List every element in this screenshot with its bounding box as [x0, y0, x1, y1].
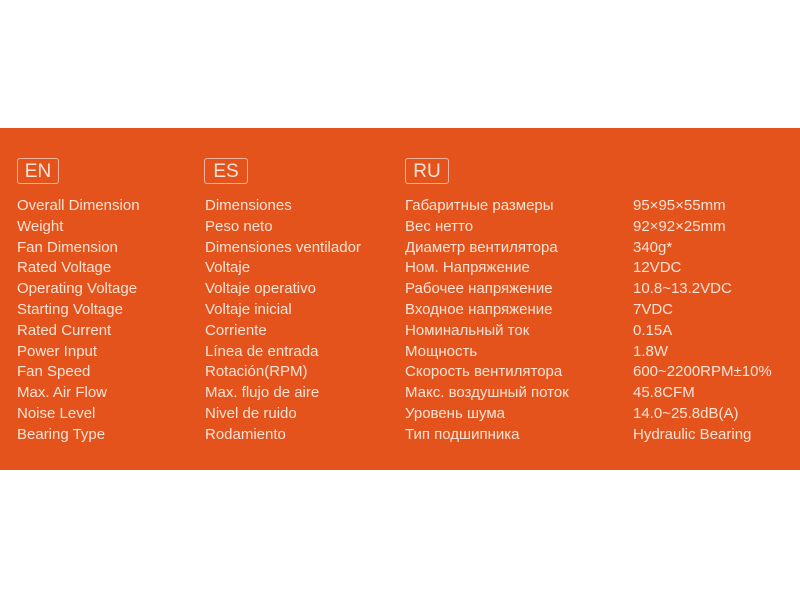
es-label-row: Rodamiento	[205, 425, 286, 443]
ru-label-row: Уровень шума	[405, 404, 505, 422]
value-row: 7VDC	[633, 300, 674, 318]
ru-label-row: Вес нетто	[405, 217, 474, 235]
en-label-column	[17, 196, 140, 446]
es-label-column	[205, 196, 361, 446]
ru-label-row: Входное напряжение	[405, 300, 553, 318]
es-label-row: Voltaje	[205, 259, 251, 277]
es-label-row: Nivel de ruido	[205, 404, 297, 422]
es-label-row: Dimensiones ventilador	[205, 238, 361, 256]
en-label-row: Noise Level	[17, 404, 96, 422]
value-row: 0.15A	[633, 321, 673, 339]
es-label-row: Voltaje operativo	[205, 280, 316, 298]
value-row: 600~2200RPM±10%	[633, 363, 772, 381]
en-label-row: Max. Air Flow	[17, 384, 108, 402]
ru-label-row: Скорость вентилятора	[405, 363, 563, 381]
value-column	[633, 196, 772, 446]
ru-label-row: Макс. воздушный поток	[405, 384, 569, 402]
lang-badge-es: ES	[204, 158, 248, 184]
value-row: 340g*	[633, 238, 673, 256]
ru-label-row: Рабочее напряжение	[405, 280, 553, 298]
ru-label-column	[405, 196, 569, 446]
en-label-row: Fan Dimension	[17, 238, 118, 256]
value-row: 1.8W	[633, 342, 669, 360]
es-label-row: Max. flujo de aire	[205, 384, 320, 402]
ru-label-row: Номинальный ток	[405, 321, 530, 339]
en-label-row: Starting Voltage	[17, 300, 123, 318]
ru-label-row: Габаритные размеры	[405, 197, 554, 214]
ru-label-row: Диаметр вентилятора	[405, 238, 558, 256]
value-row: 14.0~25.8dB(A)	[633, 404, 739, 422]
en-label-row: Bearing Type	[17, 425, 106, 443]
ru-label-row: Тип подшипника	[405, 425, 520, 443]
es-label-row: Corriente	[205, 321, 267, 339]
en-label-row: Power Input	[17, 342, 98, 360]
value-row: Hydraulic Bearing	[633, 425, 752, 443]
es-label-row: Voltaje inicial	[205, 300, 292, 318]
en-label-row: Operating Voltage	[17, 280, 138, 298]
es-label-row: Rotación(RPM)	[205, 363, 308, 381]
ru-label-row: Мощность	[405, 342, 478, 360]
value-row: 10.8~13.2VDC	[633, 280, 732, 298]
en-label-row: Weight	[17, 217, 64, 235]
es-label-row: Peso neto	[205, 217, 273, 235]
spec-panel	[0, 128, 800, 470]
en-label-row: Rated Voltage	[17, 259, 112, 277]
value-row: 95×95×55mm	[633, 197, 726, 214]
value-row: 12VDC	[633, 259, 682, 277]
en-label-row: Rated Current	[17, 321, 112, 339]
value-row: 92×92×25mm	[633, 217, 726, 235]
es-label-row: Línea de entrada	[205, 342, 319, 360]
value-row: 45.8CFM	[633, 384, 695, 402]
en-label-row: Fan Speed	[17, 363, 91, 381]
es-label-row: Dimensiones	[205, 197, 292, 214]
ru-label-row: Ном. Напряжение	[405, 259, 530, 277]
lang-badge-en: EN	[17, 158, 59, 184]
en-label-row: Overall Dimension	[17, 197, 140, 214]
lang-badge-ru: RU	[405, 158, 449, 184]
